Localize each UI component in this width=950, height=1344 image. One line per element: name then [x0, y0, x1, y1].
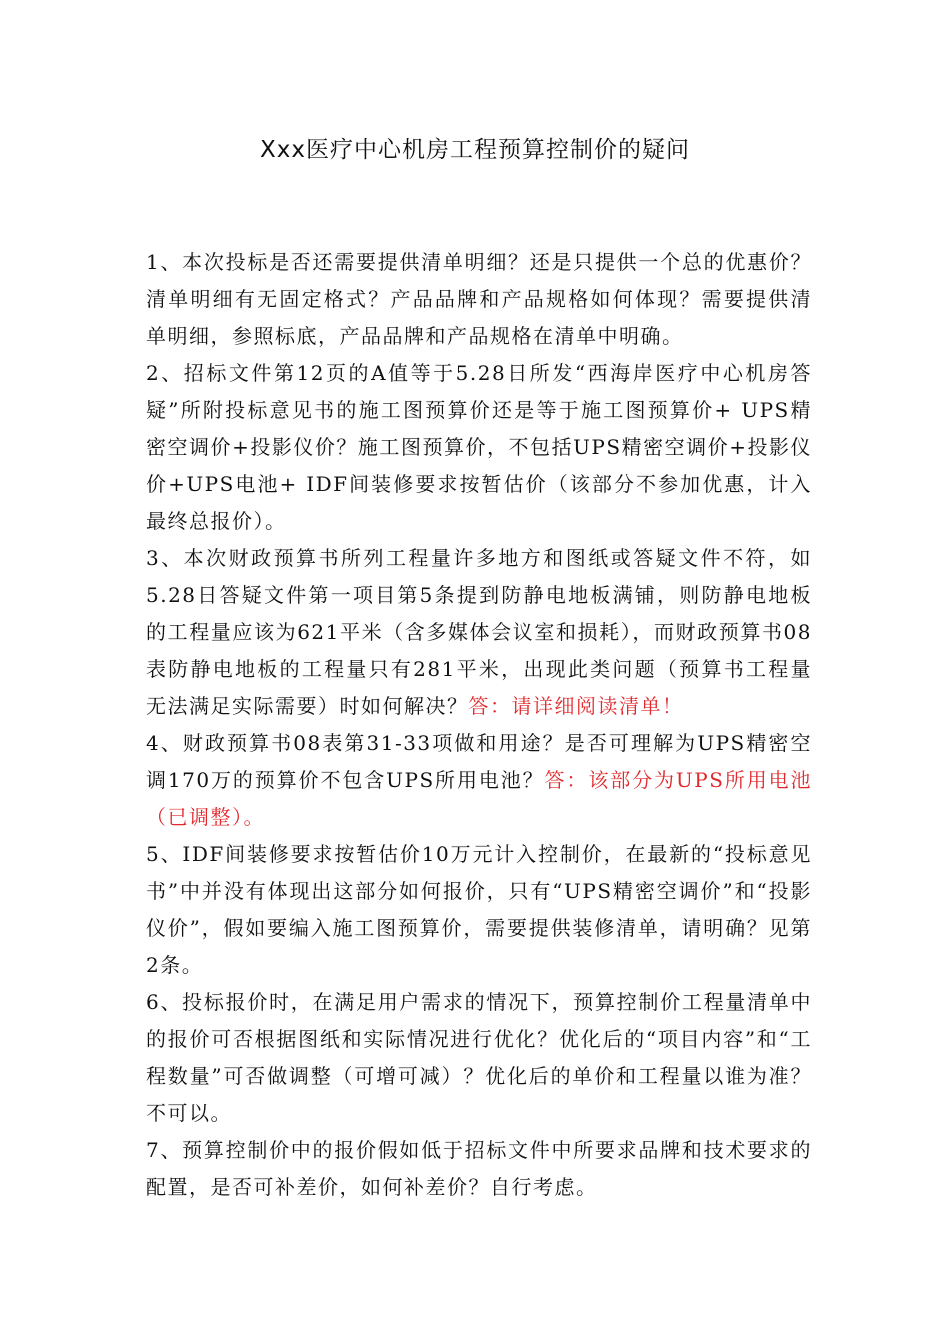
question-item-7	[146, 1132, 812, 1206]
question-text: 5、IDF间装修要求按暂估价10万元计入控制价，在最新的“投标意见书”中并没有体现出这部分如何报价，只有“UPS精密空调价”和“投影仪价”，假如要编入施工图预算价，需要提供装修清单，请明确？见第2条。	[146, 842, 812, 977]
question-text: 7、预算控制价中的报价假如低于招标文件中所要求品牌和技术要求的配置，是否可补差价，如何补差价？自行考虑。	[146, 1138, 812, 1199]
question-item-1	[146, 244, 812, 355]
document-body	[146, 244, 812, 1206]
question-item-5	[146, 836, 812, 984]
page-title: Xxx医疗中心机房工程预算控制价的疑问	[260, 137, 690, 163]
question-item-4	[146, 725, 812, 836]
answer-text: 答：该部分为UPS所用电池（已调整）。	[146, 768, 813, 829]
question-text: 1、本次投标是否还需要提供清单明细？还是只提供一个总的优惠价？清单明细有无固定格式？产品品牌和产品规格如何体现？需要提供清单明细，参照标底，产品品牌和产品规格在清单中明确。	[146, 250, 812, 348]
question-item-3	[146, 540, 812, 725]
question-item-2	[146, 355, 812, 540]
question-text: 2、招标文件第12页的A值等于5.28日所发“西海岸医疗中心机房答疑”所附投标意见书的施工图预算价还是等于施工图预算价+ UPS精密空调价+投影仪价？施工图预算价，不包括UPS精密空调价+投影仪价+UPS电池+ IDF间装修要求按暂估价（该部分不参加优惠，计入最终总报价）。	[146, 361, 812, 533]
question-text: 3、本次财政预算书所列工程量许多地方和图纸或答疑文件不符，如5.28日答疑文件第一项目第5条提到防静电地板满铺，则防静电地板的工程量应该为621平米（含多媒体会议室和损耗），而财政预算书08表防静电地板的工程量只有281平米，出现此类问题（预算书工程量无法满足实际需要）时如何解决？	[146, 546, 812, 718]
question-text: 6、投标报价时，在满足用户需求的情况下，预算控制价工程量清单中的报价可否根据图纸和实际情况进行优化？优化后的“项目内容”和“工程数量”可否做调整（可增可减）？优化后的单价和工程量以谁为准？不可以。	[146, 990, 812, 1125]
question-item-6	[146, 984, 812, 1132]
answer-text: 答：请详细阅读清单！	[468, 694, 684, 718]
question-text: 4、财政预算书08表第31-33项做和用途？是否可理解为UPS精密空调170万的预算价不包含UPS所用电池？	[146, 731, 812, 792]
